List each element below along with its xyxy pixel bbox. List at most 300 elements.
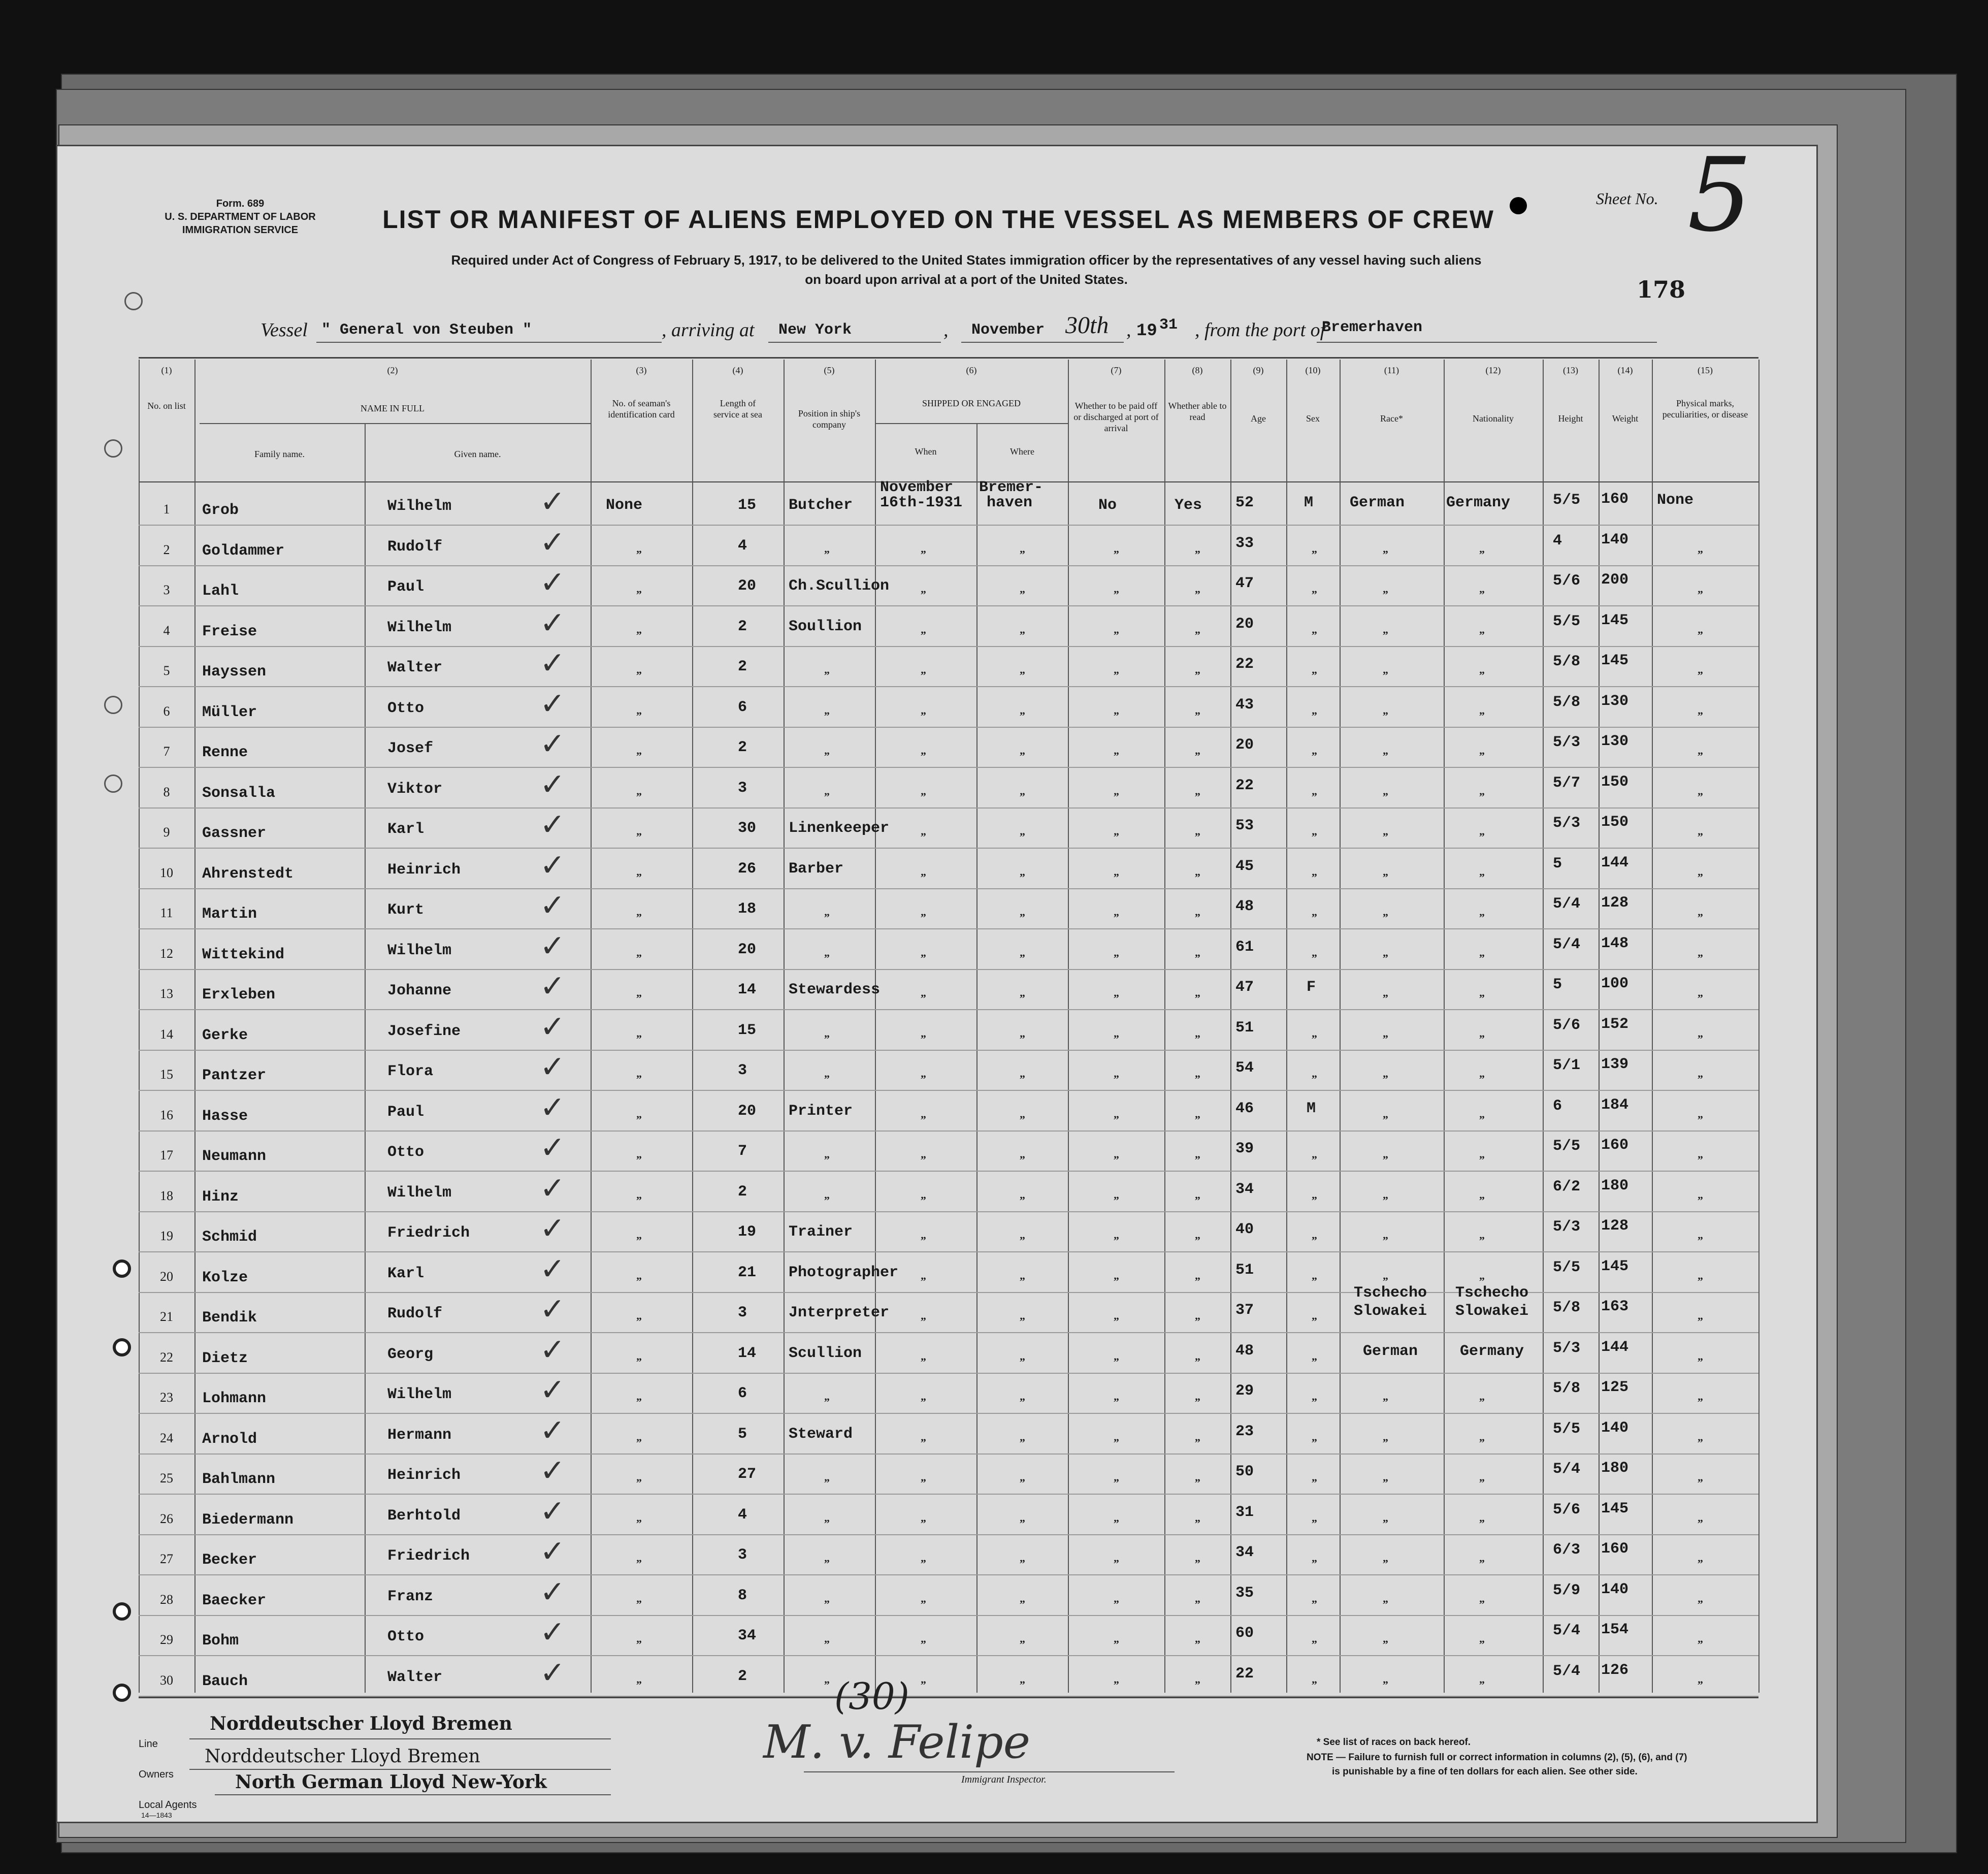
check-mark: ✓ bbox=[540, 1293, 566, 1326]
ditto-mark: „ bbox=[1195, 1148, 1200, 1160]
given-name: Franz bbox=[387, 1588, 434, 1605]
check-mark: ✓ bbox=[540, 1454, 566, 1488]
ditto-mark: „ bbox=[1114, 825, 1119, 837]
ditto-mark: „ bbox=[1020, 825, 1025, 837]
owners-label: Owners bbox=[139, 1769, 174, 1780]
service-length: 6 bbox=[738, 698, 747, 716]
row1-when-line1: November bbox=[880, 479, 954, 496]
age: 37 bbox=[1235, 1302, 1254, 1319]
ditto-mark: „ bbox=[1114, 986, 1119, 999]
service-length: 6 bbox=[738, 1385, 747, 1402]
ditto-mark: „ bbox=[1312, 1672, 1317, 1686]
family-name: Schmid bbox=[202, 1229, 257, 1246]
arrival-port: New York bbox=[778, 321, 852, 339]
sheet-number-label: Sheet No. bbox=[1596, 189, 1658, 208]
col9-header: Age bbox=[1251, 413, 1266, 424]
service-length: 26 bbox=[738, 860, 757, 878]
row-number: 2 bbox=[163, 542, 170, 557]
ditto-mark: „ bbox=[921, 1471, 926, 1483]
ditto-mark: „ bbox=[921, 1672, 926, 1686]
ditto-mark: „ bbox=[1698, 865, 1703, 878]
ditto-mark: „ bbox=[1020, 663, 1025, 676]
ditto-mark: „ bbox=[1479, 906, 1485, 918]
col7-number: (7) bbox=[1111, 365, 1122, 375]
height: 6/2 bbox=[1553, 1178, 1581, 1196]
ditto-mark: „ bbox=[1312, 1471, 1317, 1483]
ditto-mark: „ bbox=[1698, 1592, 1703, 1605]
given-name: Flora bbox=[387, 1063, 434, 1080]
ditto-mark: „ bbox=[1114, 1430, 1119, 1443]
age: 22 bbox=[1235, 777, 1254, 794]
ditto-mark: „ bbox=[1312, 1026, 1317, 1040]
service-length: 19 bbox=[738, 1223, 757, 1241]
ditto-mark: „ bbox=[636, 1188, 642, 1201]
ditto-mark: „ bbox=[1383, 1148, 1388, 1160]
ditto-mark: „ bbox=[824, 1511, 830, 1524]
height: 5/6 bbox=[1553, 572, 1581, 590]
ditto-mark: „ bbox=[1020, 1471, 1025, 1483]
punch-hole bbox=[104, 696, 122, 714]
ditto-mark: „ bbox=[636, 1067, 642, 1080]
age: 34 bbox=[1235, 1544, 1254, 1561]
weight: 160 bbox=[1601, 1137, 1629, 1154]
height: 5/5 bbox=[1553, 1258, 1581, 1276]
ditto-mark: „ bbox=[1383, 1471, 1388, 1483]
col1-header: No. on list bbox=[147, 401, 186, 411]
col11-number: (11) bbox=[1384, 365, 1399, 375]
ditto-mark: „ bbox=[1698, 1309, 1703, 1322]
check-mark: ✓ bbox=[540, 1535, 566, 1568]
height: 5/5 bbox=[1553, 612, 1581, 630]
check-mark: ✓ bbox=[540, 889, 566, 922]
service-length: 18 bbox=[738, 900, 757, 918]
penalty-note-1: NOTE — Failure to furnish full or correct information in columns (2), (5), (6), and (7) bbox=[1307, 1752, 1687, 1763]
ditto-mark: „ bbox=[636, 623, 642, 636]
check-mark: ✓ bbox=[540, 1373, 566, 1407]
ditto-mark: „ bbox=[1114, 744, 1119, 757]
height: 6 bbox=[1553, 1097, 1562, 1115]
weight: 140 bbox=[1601, 1580, 1629, 1598]
ditto-mark: „ bbox=[824, 744, 830, 757]
ditto-mark: „ bbox=[1114, 1107, 1119, 1120]
ditto-mark: „ bbox=[1114, 583, 1119, 595]
height: 5/9 bbox=[1553, 1581, 1581, 1599]
ditto-mark: „ bbox=[636, 1309, 642, 1322]
age: 48 bbox=[1235, 898, 1254, 915]
ditto-mark: „ bbox=[1020, 1430, 1025, 1443]
ditto-mark: „ bbox=[1479, 1107, 1485, 1120]
given-name: Otto bbox=[387, 1144, 425, 1161]
ditto-mark: „ bbox=[636, 865, 642, 878]
given-name: Berhtold bbox=[387, 1507, 461, 1525]
row1-marks: None bbox=[1657, 492, 1694, 509]
row-number: 1 bbox=[163, 502, 170, 516]
ditto-mark: „ bbox=[636, 542, 642, 555]
ditto-mark: „ bbox=[1698, 1349, 1703, 1363]
service-length: 4 bbox=[738, 537, 747, 555]
ditto-mark: „ bbox=[824, 1067, 830, 1080]
family-name: Grob bbox=[202, 502, 239, 519]
weight: 184 bbox=[1601, 1096, 1629, 1114]
family-name: Baecker bbox=[202, 1592, 267, 1609]
weight: 100 bbox=[1601, 975, 1629, 992]
ditto-mark: „ bbox=[1383, 1067, 1388, 1080]
service-length: 30 bbox=[738, 820, 757, 837]
ditto-mark: „ bbox=[1114, 1592, 1119, 1605]
given-name: Josefine bbox=[387, 1022, 461, 1040]
ditto-mark: „ bbox=[1114, 1349, 1119, 1363]
ditto-mark: „ bbox=[1195, 1390, 1200, 1403]
ditto-mark: „ bbox=[636, 986, 642, 999]
ditto-mark: „ bbox=[1020, 1309, 1025, 1322]
age: 48 bbox=[1235, 1342, 1254, 1360]
position: Photographer bbox=[789, 1264, 899, 1281]
service-length: 2 bbox=[738, 739, 747, 756]
ditto-mark: „ bbox=[1479, 1632, 1485, 1645]
ditto-mark: „ bbox=[1114, 623, 1119, 636]
ditto-mark: „ bbox=[1383, 784, 1388, 797]
ditto-mark: „ bbox=[1698, 1390, 1703, 1403]
ditto-mark: „ bbox=[1698, 623, 1703, 636]
service-length: 20 bbox=[738, 1102, 757, 1120]
position: Linenkeeper bbox=[789, 820, 890, 837]
ditto-mark: „ bbox=[1479, 1511, 1485, 1524]
position: Steward bbox=[789, 1425, 853, 1443]
check-mark: ✓ bbox=[540, 1494, 566, 1528]
position: Ch.Scullion bbox=[789, 577, 890, 595]
age: 46 bbox=[1235, 1100, 1254, 1117]
year-prefix: 19 bbox=[1136, 321, 1157, 341]
ditto-mark: „ bbox=[636, 784, 642, 797]
age: 51 bbox=[1235, 1019, 1254, 1037]
ditto-mark: „ bbox=[1020, 784, 1025, 797]
ditto-mark: „ bbox=[1195, 1188, 1200, 1201]
ditto-mark: „ bbox=[1698, 1148, 1703, 1160]
age: 50 bbox=[1235, 1463, 1254, 1480]
service-length: 14 bbox=[738, 1344, 757, 1362]
ditto-mark: „ bbox=[921, 1067, 926, 1080]
ditto-mark: „ bbox=[824, 1592, 830, 1605]
ditto-mark: „ bbox=[1383, 1511, 1388, 1524]
ditto-mark: „ bbox=[921, 946, 926, 959]
family-name: Kolze bbox=[202, 1269, 248, 1286]
ditto-mark: „ bbox=[1114, 1269, 1119, 1282]
ditto-mark: „ bbox=[1114, 1229, 1119, 1241]
requirement-line-1: Required under Act of Congress of February 5, 1917, to be delivered to the United States immigration officer by the representatives of any vessel having such aliens bbox=[451, 252, 1482, 268]
punch-hole bbox=[104, 439, 122, 458]
given-name: Josef bbox=[387, 740, 434, 757]
height: 5/4 bbox=[1553, 1662, 1581, 1680]
service-length: 15 bbox=[738, 497, 757, 514]
given-name: Heinrich bbox=[387, 1467, 461, 1484]
ditto-mark: „ bbox=[1383, 946, 1388, 959]
row1-nationality: Germany bbox=[1446, 494, 1511, 511]
given-name: Hermann bbox=[387, 1426, 452, 1444]
weight: 125 bbox=[1601, 1379, 1629, 1396]
ditto-mark: „ bbox=[1312, 1552, 1317, 1564]
ditto-mark: „ bbox=[824, 1471, 830, 1483]
ditto-mark: „ bbox=[1479, 825, 1485, 837]
ditto-mark: „ bbox=[1383, 986, 1388, 999]
weight: 140 bbox=[1601, 1419, 1629, 1437]
service-length: 3 bbox=[738, 1062, 747, 1079]
race: Tschecho Slowakei bbox=[1353, 1284, 1427, 1320]
ditto-mark: „ bbox=[1698, 542, 1703, 555]
family-name: Neumann bbox=[202, 1148, 267, 1165]
family-name: Gassner bbox=[202, 825, 267, 842]
weight: 128 bbox=[1601, 1217, 1629, 1235]
races-note: * See list of races on back hereof. bbox=[1317, 1737, 1471, 1748]
ditto-mark: „ bbox=[636, 703, 642, 717]
col2-family: Family name. bbox=[254, 449, 305, 459]
ditto-mark: „ bbox=[824, 1672, 830, 1686]
ditto-mark: „ bbox=[1698, 825, 1703, 837]
family-name: Hasse bbox=[202, 1107, 248, 1125]
ditto-mark: „ bbox=[1698, 583, 1703, 595]
height: 5/1 bbox=[1553, 1057, 1581, 1074]
ditto-mark: „ bbox=[921, 1107, 926, 1120]
ditto-mark: „ bbox=[1195, 744, 1200, 757]
family-name: Gerke bbox=[202, 1026, 248, 1044]
family-name: Hinz bbox=[202, 1188, 239, 1206]
row-number: 28 bbox=[160, 1592, 173, 1607]
row-number: 30 bbox=[160, 1672, 173, 1688]
ditto-mark: „ bbox=[1479, 1148, 1485, 1160]
given-name: Heinrich bbox=[387, 861, 461, 879]
col8-number: (8) bbox=[1192, 365, 1203, 375]
check-mark: ✓ bbox=[540, 485, 566, 519]
position: Barber bbox=[789, 860, 844, 878]
ditto-mark: „ bbox=[1020, 1552, 1025, 1564]
ditto-mark: „ bbox=[1114, 946, 1119, 959]
col13-header: Height bbox=[1558, 413, 1583, 424]
height: 5/3 bbox=[1553, 1218, 1581, 1236]
col1-number: (1) bbox=[161, 365, 172, 375]
ditto-mark: „ bbox=[636, 1592, 642, 1605]
check-mark: ✓ bbox=[540, 1131, 566, 1165]
ditto-mark: „ bbox=[1383, 1026, 1388, 1040]
col15-number: (15) bbox=[1698, 365, 1713, 375]
height: 5/3 bbox=[1553, 815, 1581, 832]
family-name: Dietz bbox=[202, 1349, 248, 1367]
col5-header: Position in ship's company bbox=[798, 408, 861, 430]
ditto-mark: „ bbox=[1479, 865, 1485, 878]
given-name: Friedrich bbox=[387, 1224, 470, 1242]
row-number: 5 bbox=[163, 663, 170, 678]
ditto-mark: „ bbox=[1114, 703, 1119, 717]
ditto-mark: „ bbox=[1195, 986, 1200, 999]
ditto-mark: „ bbox=[1383, 542, 1388, 555]
ditto-mark: „ bbox=[1479, 744, 1485, 757]
ditto-mark: „ bbox=[921, 1229, 926, 1241]
agents-label: Local Agents bbox=[139, 1799, 197, 1811]
page-number: 178 bbox=[1637, 276, 1686, 303]
weight: 145 bbox=[1601, 652, 1629, 669]
row-number: 23 bbox=[160, 1390, 173, 1405]
ditto-mark: „ bbox=[1698, 1107, 1703, 1120]
ditto-mark: „ bbox=[824, 946, 830, 959]
ditto-mark: „ bbox=[636, 1269, 642, 1282]
height: 5 bbox=[1553, 976, 1562, 993]
position: Stewardess bbox=[789, 981, 881, 998]
ditto-mark: „ bbox=[1312, 865, 1317, 878]
col14-header: Weight bbox=[1612, 413, 1639, 424]
ditto-mark: „ bbox=[1383, 825, 1388, 837]
row1-paid-off: No bbox=[1098, 497, 1117, 514]
ditto-mark: „ bbox=[824, 1026, 830, 1040]
ditto-mark: „ bbox=[1020, 1188, 1025, 1201]
age: 43 bbox=[1235, 696, 1254, 714]
age: 35 bbox=[1235, 1584, 1254, 1602]
row-number: 13 bbox=[160, 986, 173, 1001]
ditto-mark: „ bbox=[636, 1229, 642, 1241]
race: German bbox=[1362, 1342, 1418, 1360]
weight: 154 bbox=[1601, 1621, 1629, 1638]
check-mark: ✓ bbox=[540, 1413, 566, 1447]
department: U. S. DEPARTMENT OF LABOR bbox=[165, 211, 316, 222]
height: 5/8 bbox=[1553, 1380, 1581, 1397]
ditto-mark: „ bbox=[1195, 542, 1200, 555]
ditto-mark: „ bbox=[1114, 784, 1119, 797]
family-name: Renne bbox=[202, 744, 248, 761]
ditto-mark: „ bbox=[1383, 703, 1388, 717]
weight: 144 bbox=[1601, 854, 1629, 871]
weight: 126 bbox=[1601, 1661, 1629, 1679]
check-mark: ✓ bbox=[540, 1575, 566, 1609]
ditto-mark: „ bbox=[1114, 542, 1119, 555]
ditto-mark: „ bbox=[636, 583, 642, 595]
ditto-mark: „ bbox=[1020, 1349, 1025, 1363]
family-name: Bauch bbox=[202, 1672, 248, 1690]
ditto-mark: „ bbox=[1479, 1269, 1485, 1282]
ditto-mark: „ bbox=[1312, 1592, 1317, 1605]
requirement-line-2: on board upon arrival at a port of the United States. bbox=[805, 272, 1128, 287]
weight: 152 bbox=[1601, 1015, 1629, 1033]
check-mark: ✓ bbox=[540, 970, 566, 1003]
weight: 200 bbox=[1601, 571, 1629, 589]
ditto-mark: „ bbox=[824, 784, 830, 797]
age: 47 bbox=[1235, 979, 1254, 996]
ditto-mark: „ bbox=[1383, 906, 1388, 918]
ditto-mark: „ bbox=[824, 663, 830, 676]
ditto-mark: „ bbox=[636, 744, 642, 757]
given-name: Wilhelm bbox=[387, 498, 452, 515]
punch-hole bbox=[113, 1602, 131, 1621]
punch-hole bbox=[113, 1259, 131, 1278]
ditto-mark: „ bbox=[1312, 1309, 1317, 1322]
ditto-mark: „ bbox=[1698, 986, 1703, 999]
ditto-mark: „ bbox=[1312, 946, 1317, 959]
ditto-mark: „ bbox=[1114, 1390, 1119, 1403]
arriving-label: , arriving at bbox=[662, 319, 755, 341]
service-length: 2 bbox=[738, 658, 747, 675]
ditto-mark: „ bbox=[636, 1430, 642, 1443]
ditto-mark: „ bbox=[1114, 1026, 1119, 1040]
check-mark: ✓ bbox=[540, 687, 566, 721]
line-label: Line bbox=[139, 1738, 158, 1750]
row-number: 25 bbox=[160, 1471, 173, 1485]
ditto-mark: „ bbox=[921, 1188, 926, 1201]
check-mark: ✓ bbox=[540, 647, 566, 680]
row1-where-line2: haven bbox=[987, 494, 1033, 511]
from-label: , from the port of bbox=[1195, 319, 1326, 341]
ditto-mark: „ bbox=[824, 1188, 830, 1201]
ditto-mark: „ bbox=[1698, 946, 1703, 959]
row-number: 21 bbox=[160, 1309, 173, 1324]
ditto-mark: „ bbox=[1020, 1592, 1025, 1605]
ditto-mark: „ bbox=[1020, 1026, 1025, 1040]
height: 5/6 bbox=[1553, 1016, 1581, 1034]
ditto-mark: „ bbox=[1195, 825, 1200, 837]
ditto-mark: „ bbox=[636, 1471, 642, 1483]
ditto-mark: „ bbox=[636, 1672, 642, 1686]
ditto-mark: „ bbox=[1479, 1552, 1485, 1564]
row-number: 19 bbox=[160, 1229, 173, 1243]
ditto-mark: „ bbox=[636, 825, 642, 837]
ditto-mark: „ bbox=[1479, 1067, 1485, 1080]
row1-sex: M bbox=[1304, 494, 1314, 511]
check-mark: ✓ bbox=[540, 808, 566, 842]
check-mark: ✓ bbox=[540, 606, 566, 640]
ditto-mark: „ bbox=[1479, 542, 1485, 555]
ditto-mark: „ bbox=[1195, 784, 1200, 797]
age: 22 bbox=[1235, 656, 1254, 673]
service-length: 2 bbox=[738, 1183, 747, 1201]
ditto-mark: „ bbox=[921, 703, 926, 717]
ditto-mark: „ bbox=[1114, 865, 1119, 878]
given-name: Rudolf bbox=[387, 538, 443, 556]
ditto-mark: „ bbox=[1312, 663, 1317, 676]
ditto-mark: „ bbox=[1383, 1672, 1388, 1686]
ditto-mark: „ bbox=[1020, 583, 1025, 595]
height: 6/3 bbox=[1553, 1541, 1581, 1559]
ditto-mark: „ bbox=[1114, 1511, 1119, 1524]
height: 5/4 bbox=[1553, 1622, 1581, 1639]
ditto-mark: „ bbox=[636, 1390, 642, 1403]
age: 33 bbox=[1235, 534, 1254, 552]
ditto-mark: „ bbox=[1114, 663, 1119, 676]
ditto-mark: „ bbox=[1020, 906, 1025, 918]
check-mark: ✓ bbox=[540, 848, 566, 882]
col12-number: (12) bbox=[1485, 365, 1501, 375]
arrival-month: November bbox=[971, 321, 1045, 339]
given-name: Wilhelm bbox=[387, 1184, 452, 1202]
ditto-mark: „ bbox=[1383, 583, 1388, 595]
ditto-mark: „ bbox=[636, 1511, 642, 1524]
height: 5/4 bbox=[1553, 1461, 1581, 1478]
ditto-mark: „ bbox=[1195, 1309, 1200, 1322]
family-name: Hayssen bbox=[202, 663, 267, 681]
given-name: Johanne bbox=[387, 982, 452, 999]
ditto-mark: „ bbox=[1479, 986, 1485, 999]
weight: 150 bbox=[1601, 773, 1629, 791]
ditto-mark: „ bbox=[1312, 542, 1317, 555]
family-name: Ahrenstedt bbox=[202, 865, 294, 883]
total-count: (30) bbox=[834, 1675, 909, 1718]
ditto-mark: „ bbox=[1383, 663, 1388, 676]
ditto-mark: „ bbox=[824, 1390, 830, 1403]
sheet-number: 5 bbox=[1687, 136, 1752, 254]
ditto-mark: „ bbox=[1020, 1107, 1025, 1120]
ditto-mark: „ bbox=[1020, 1148, 1025, 1160]
col4-number: (4) bbox=[732, 365, 743, 375]
ditto-mark: „ bbox=[1312, 744, 1317, 757]
ditto-mark: „ bbox=[921, 1632, 926, 1645]
ditto-mark: „ bbox=[1312, 1511, 1317, 1524]
row-number: 4 bbox=[163, 623, 170, 638]
row-number: 15 bbox=[160, 1067, 173, 1082]
age: 47 bbox=[1235, 575, 1254, 592]
